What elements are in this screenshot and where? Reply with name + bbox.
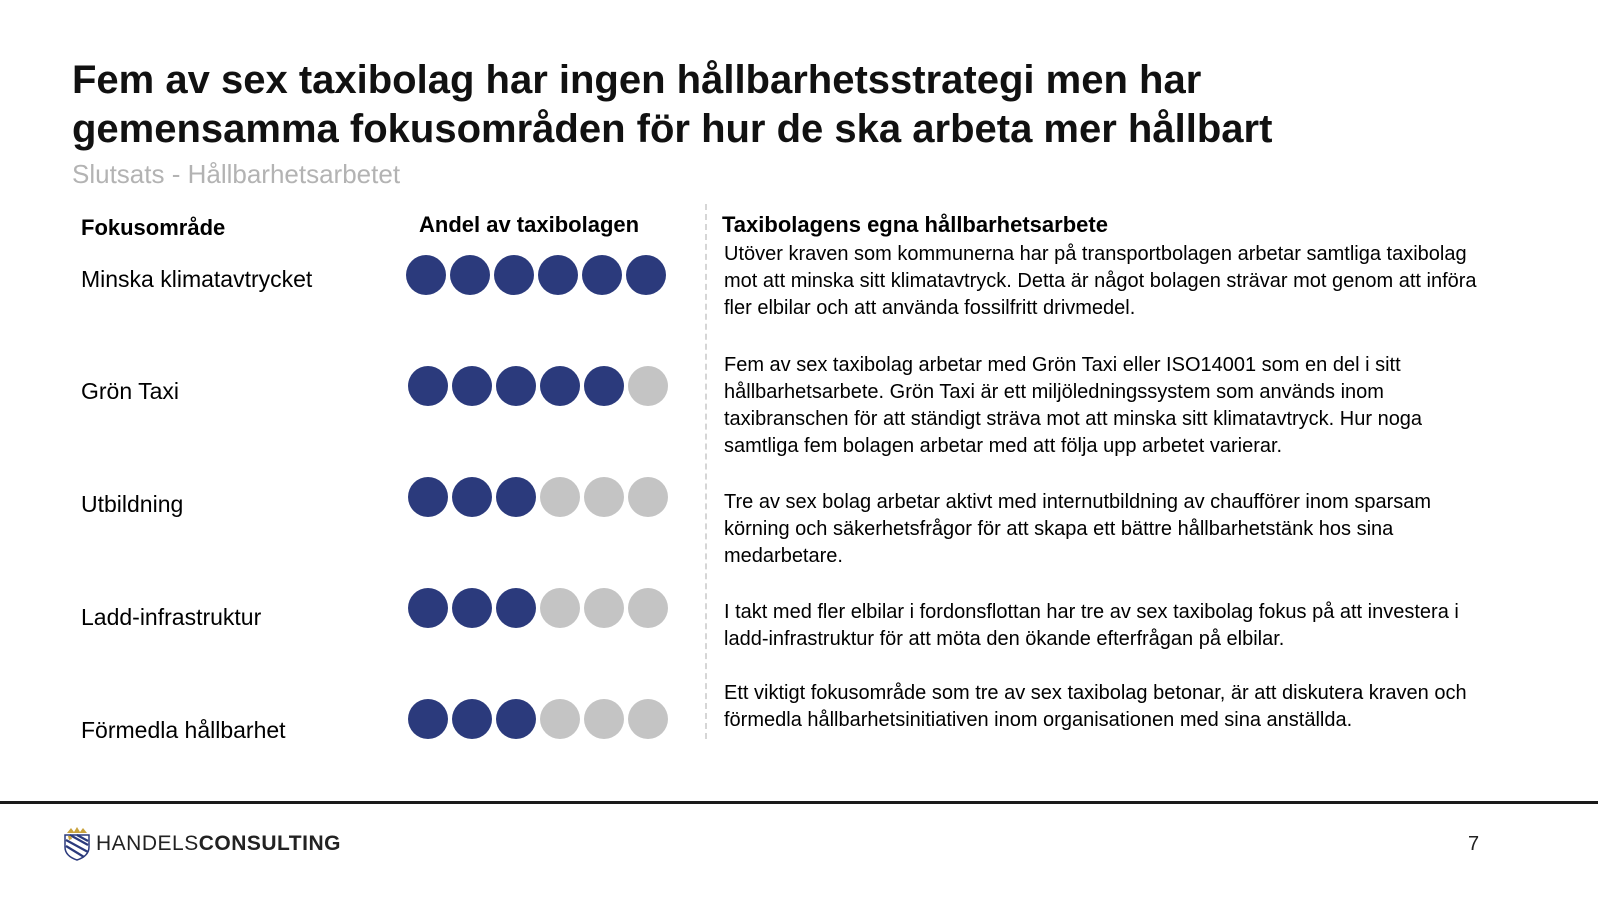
share-dot-filled	[626, 255, 666, 295]
paragraph-charging: I takt med fler elbilar i fordonsflottan har tre av sex taxibolag fokus på att investera i ladd-infrastruktur för att möta den ökande efterfrågan på elbilar.	[724, 601, 1459, 650]
share-dot-empty	[540, 699, 580, 739]
share-dots-charging	[408, 588, 668, 628]
share-dot-empty	[628, 699, 668, 739]
focus-label-charging: Ladd-infrastruktur	[81, 604, 262, 630]
logo-text-light: HANDELS	[96, 832, 199, 855]
logo-text-bold: CONSULTING	[198, 832, 341, 855]
share-column-header: Andel av taxibolagen	[419, 212, 640, 237]
own-work-column-header: Taxibolagens egna hållbarhetsarbete	[722, 212, 1108, 237]
share-dot-filled	[452, 588, 492, 628]
share-dots-education	[408, 477, 668, 517]
share-dot-filled	[582, 255, 622, 295]
share-dot-filled	[494, 255, 534, 295]
share-dot-filled	[408, 588, 448, 628]
share-dot-filled	[452, 366, 492, 406]
share-dots-climate	[406, 255, 666, 295]
share-dot-filled	[496, 477, 536, 517]
page-title-line-1: Fem av sex taxibolag har ingen hållbarhetsstrategi men har	[72, 58, 1202, 102]
share-dot-filled	[496, 366, 536, 406]
share-dot-filled	[450, 255, 490, 295]
share-dots-green-taxi	[408, 366, 668, 406]
share-dot-filled	[408, 366, 448, 406]
share-dot-empty	[584, 477, 624, 517]
share-dot-empty	[540, 588, 580, 628]
share-dot-empty	[584, 699, 624, 739]
paragraph-green-taxi: Fem av sex taxibolag arbetar med Grön Taxi eller ISO14001 som en del i sitt hållbarhetsarbete. Grön Taxi är ett miljöledningssystem som används inom taxibranschen för att ständigt sträva mot att minska sitt klimatavtryck. Hur noga samtliga fem bolagen arbetar med att följa upp arbetet varierar.	[724, 354, 1423, 457]
focus-label-education: Utbildning	[81, 491, 184, 517]
dashed-divider	[705, 204, 707, 739]
share-dot-empty	[584, 588, 624, 628]
share-dot-filled	[406, 255, 446, 295]
share-dot-empty	[628, 477, 668, 517]
share-dot-filled	[408, 699, 448, 739]
page-title	[72, 56, 1472, 154]
paragraph-climate: Utöver kraven som kommunerna har på transportbolagen arbetar samtliga taxibolag mot att minska sitt klimatavtryck. Detta är något bolagen strävar mot genom att införa fler elbilar och att använda fossilfritt drivmedel.	[724, 243, 1477, 319]
share-dot-filled	[540, 366, 580, 406]
paragraph-communicate: Ett viktigt fokusområde som tre av sex taxibolag betonar, är att diskutera kraven och förmedla hållbarhetsinitiativen inom organisationen med sina anställda.	[724, 682, 1467, 731]
share-dot-filled	[496, 588, 536, 628]
focus-label-green-taxi: Grön Taxi	[81, 378, 180, 404]
paragraph-education: Tre av sex bolag arbetar aktivt med internutbildning av chaufförer inom sparsam körning och säkerhetsfrågor för att skapa ett bättre hållbarhetstänk hos sina medarbetare.	[724, 491, 1432, 567]
share-dot-filled	[452, 699, 492, 739]
company-logo	[62, 827, 341, 861]
page-subtitle: Slutsats - Hållbarhetsarbetet	[72, 159, 401, 189]
share-dot-filled	[496, 699, 536, 739]
share-dot-filled	[452, 477, 492, 517]
share-dot-empty	[540, 477, 580, 517]
page-number: 7	[1468, 833, 1480, 855]
crest-icon	[62, 827, 92, 861]
share-dot-filled	[408, 477, 448, 517]
focus-column-header: Fokusområde	[81, 215, 226, 240]
share-dot-empty	[628, 588, 668, 628]
focus-label-climate: Minska klimatavtrycket	[81, 266, 313, 292]
share-dot-filled	[584, 366, 624, 406]
share-dot-empty	[628, 366, 668, 406]
focus-label-communicate: Förmedla hållbarhet	[81, 717, 286, 743]
footer-rule	[0, 801, 1598, 804]
share-dot-filled	[538, 255, 578, 295]
page-title-line-2: gemensamma fokusområden för hur de ska arbeta mer hållbart	[72, 107, 1273, 151]
share-dots-communicate	[408, 699, 668, 739]
logo-wordmark	[96, 832, 341, 856]
